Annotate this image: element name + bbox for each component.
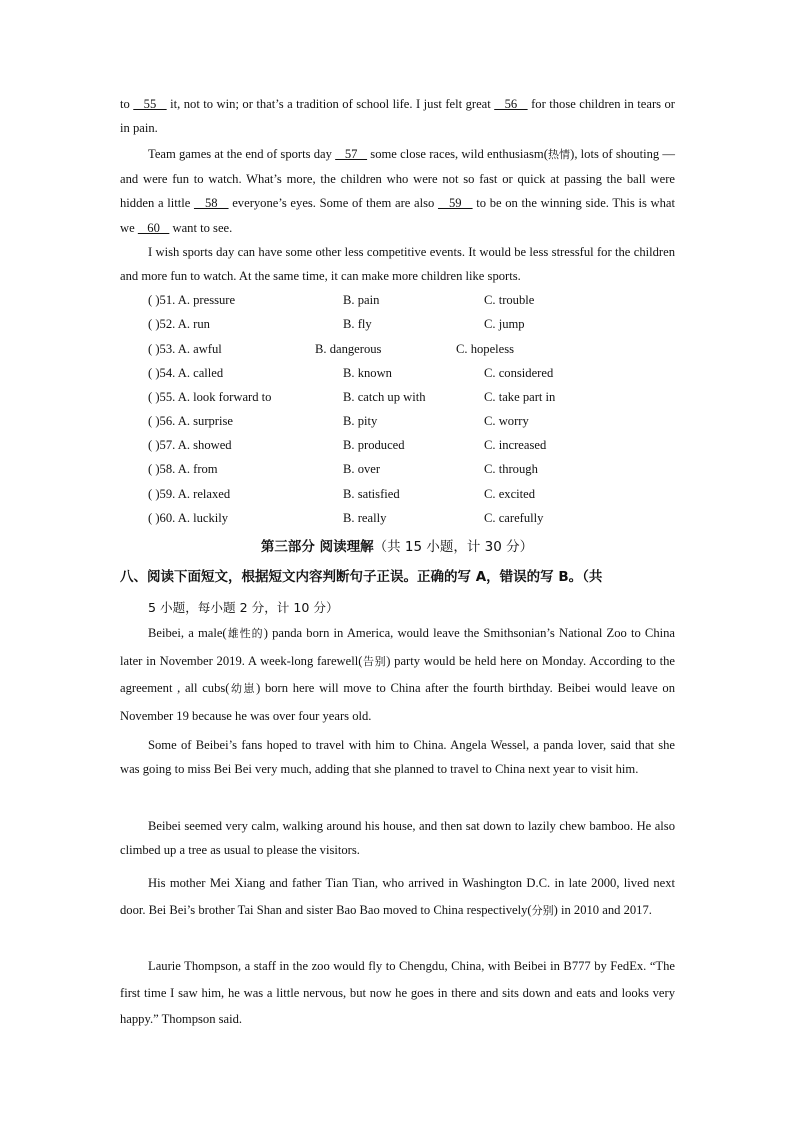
- choice-b: B. pity: [343, 414, 378, 428]
- reading-paragraph-1: Beibei, a male(雄性的) panda born in America, would leave the Smithsonian’s National Zoo to China later in November 2019. A week-long farewell(告别) party would be held here on Monday. According to the agreement , all cubs(幼崽) born here will move to China after the fourth birthday. Beibei would leave on November 19 because he was over four years old.: [120, 626, 676, 723]
- choice-b: B. dangerous: [315, 342, 382, 356]
- choice-c: C. hopeless: [456, 342, 515, 356]
- reading-paragraph-5: Laurie Thompson, a staff in the zoo would fly to Chengdu, China, with Beibei in B777 by FedEx. “The first time I saw him, he was a little nervous, but now he goes in there and sits down and eats and looks very happy.” Thompson said.: [120, 959, 675, 1026]
- question-54: ( )54. A. called: [148, 366, 224, 380]
- question-59: ( )59. A. relaxed: [148, 487, 231, 501]
- choice-c: C. jump: [484, 317, 525, 331]
- reading-paragraph-3: Beibei seemed very calm, walking around his house, and then sat down to lazily chew bamboo. He also climbed up a tree as usual to please the visitors.: [120, 819, 675, 858]
- chinese-gloss: 分别: [531, 903, 554, 917]
- question-56: ( )56. A. surprise: [148, 414, 233, 428]
- choice-b: B. fly: [343, 317, 372, 331]
- choice-c: C. increased: [484, 438, 547, 452]
- chinese-gloss: 告别: [362, 654, 387, 668]
- choice-c: C. carefully: [484, 511, 544, 525]
- question-60: ( )60. A. luckily: [148, 511, 229, 525]
- question-58: ( )58. A. from: [148, 462, 218, 476]
- question-53: ( )53. A. awful: [148, 342, 222, 356]
- chinese-gloss: 热情: [547, 148, 571, 161]
- choice-c: C. considered: [484, 366, 554, 380]
- blank-57: 57: [335, 147, 368, 161]
- question-57: ( )57. A. showed: [148, 438, 232, 452]
- chinese-gloss: 雄性的: [226, 627, 264, 640]
- chinese-gloss: 幼崽: [229, 682, 257, 695]
- question-52: ( )52. A. run: [148, 317, 210, 331]
- choice-c: C. through: [484, 462, 538, 476]
- choice-c: C. excited: [484, 487, 536, 501]
- blank-58: 58: [193, 196, 229, 211]
- question-55: ( )55. A. look forward to: [148, 390, 272, 404]
- reading-paragraph-4: His mother Mei Xiang and father Tian Tian, who arrived in Washington D.C. in late 2000, lived next door. Bei Bei’s brother Tai Shan and sister Bao Bao moved to China respectively(分别) in 2010 and 2017.: [120, 876, 675, 917]
- choice-c: C. take part in: [484, 390, 556, 404]
- choice-b: B. satisfied: [343, 487, 400, 501]
- section-heading: 第三部分 阅读理解（共 15 小题，计 30 分）: [260, 539, 534, 555]
- choice-b: B. really: [343, 511, 387, 525]
- reading-paragraph-2: Some of Beibei’s fans hoped to travel with him to China. Angela Wessel, a panda lover, said that she was going to miss Bei Bei very much, adding that she planned to travel to China next year to visit him.: [120, 738, 675, 777]
- blank-56: 56: [494, 97, 528, 111]
- blank-60: 60: [137, 220, 170, 235]
- choice-b: B. produced: [343, 438, 405, 452]
- task-instruction: 八、阅读下面短文，根据短文内容判断句子正误。正确的写 A，错误的写 B。（共: [120, 569, 603, 585]
- cloze-paragraph-2: Team games at the end of sports day 57 some close races, wild enthusiasm(热情), lots of shouting — and were fun to watch. What’s more, the children who were not so fast or quick at passing the ball were hidden a little 58 everyone’s eyes. Some of them are also 59 to be on the winning side. This is what we 60 want to see.: [120, 147, 676, 235]
- choice-b: B. catch up with: [343, 390, 426, 404]
- question-51: ( )51. A. pressure: [148, 293, 236, 307]
- choice-c: C. trouble: [484, 293, 535, 307]
- choice-c: C. worry: [484, 414, 529, 428]
- choice-b: B. known: [343, 366, 392, 380]
- choice-b: B. over: [343, 462, 381, 476]
- cloze-paragraph-1: to 55 it, not to win; or that’s a tradition of school life. I just felt great 56 for those children in tears or in pain.: [120, 97, 675, 136]
- blank-59: 59: [437, 196, 473, 211]
- task-instruction-score: 5 小题，每小题 2 分，计 10 分）: [148, 600, 339, 615]
- blank-55: 55: [133, 97, 167, 111]
- cloze-paragraph-3: I wish sports day can have some other less competitive events. It would be less stressful for the children and more fun to watch. At the same time, it can make more children like sports.: [120, 245, 675, 284]
- choice-b: B. pain: [343, 293, 380, 307]
